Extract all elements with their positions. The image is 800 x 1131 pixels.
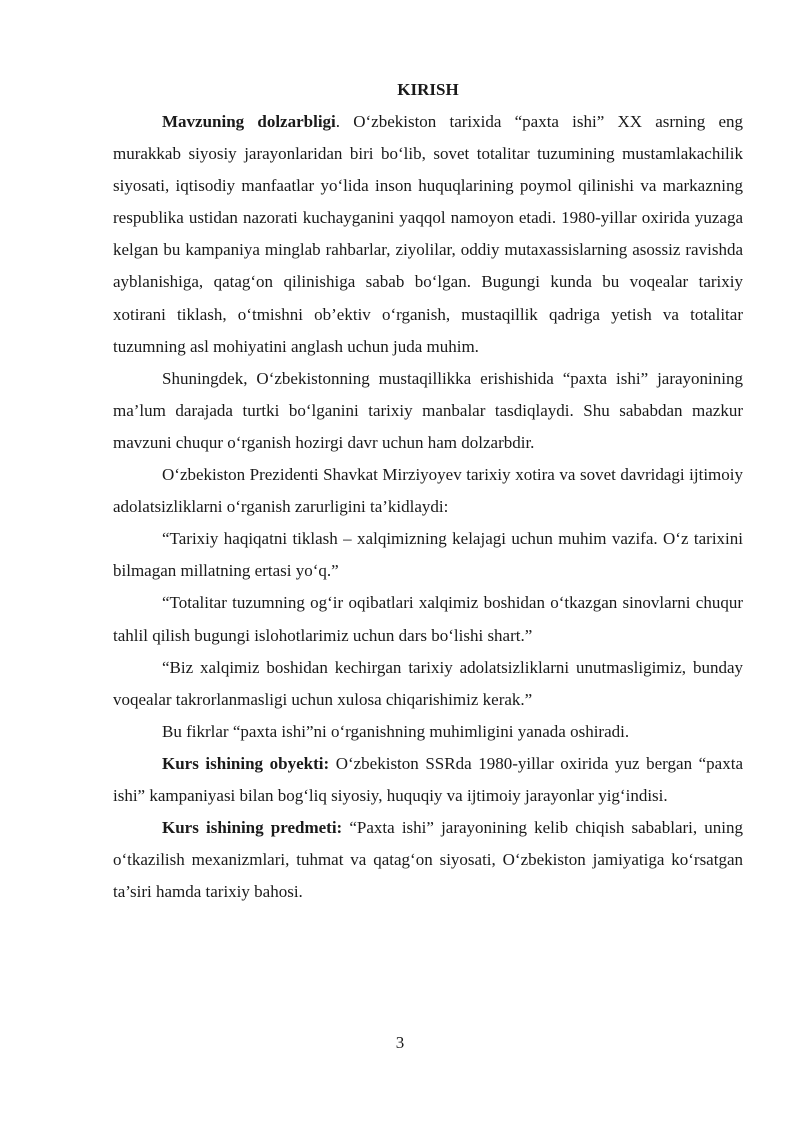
paragraph-text: Bu fikrlar “paxta ishi”ni o‘rganishning muhimligini yanada oshiradi. — [162, 721, 630, 741]
paragraph-relevance — [113, 106, 743, 363]
paragraph-text: O‘zbekiston Prezidenti Shavkat Mirziyoyev tarixiy xotira va sovet davridagi ijtimoiy adolatsizliklarni o‘rganish zarurligini ta’kidlaydi: — [113, 465, 743, 517]
page-content — [113, 74, 743, 908]
paragraph-subject — [113, 812, 743, 908]
paragraph-text: “Paxta ishi” jarayonining kelib chiqish sabablari, uning o‘tkazilish mexanizmlari, tuhmat va qatag‘on siyosati, O‘zbekiston jamiyatiga ko‘rsatgan ta’siri hamda tarixiy bahosi. — [113, 818, 743, 902]
paragraph-conclusion — [113, 716, 743, 748]
paragraph-independence — [113, 363, 743, 459]
paragraph-text: “Biz xalqimiz boshidan kechirgan tarixiy adolatsizliklarni unutmasligimiz, bunday voqealar takrorlanmasligi uchun xulosa chiqarishimiz kerak.” — [113, 657, 743, 709]
paragraph-lead: Kurs ishining predmeti: — [162, 818, 343, 838]
section-title: KIRISH — [397, 80, 459, 99]
page-number: 3 — [395, 1033, 405, 1052]
paragraph-text: “Tarixiy haqiqatni tiklash – xalqimizning kelajagi uchun muhim vazifa. O‘z tarixini bilmagan millatning ertasi yo‘q.” — [113, 529, 743, 581]
paragraph-lead: Kurs ishining obyekti: — [162, 753, 330, 773]
paragraph-text: O‘zbekiston SSRda 1980-yillar oxirida yuz bergan “paxta ishi” kampaniyasi bilan bog‘liq siyosiy, huquqiy va ijtimoiy jarayonlar yig‘indisi. — [113, 753, 743, 805]
paragraph-quote-2 — [113, 587, 743, 651]
paragraph-text: . O‘zbekiston tarixida “paxta ishi” XX asrning eng murakkab siyosiy jarayonlaridan biri bo‘lib, sovet totalitar tuzumining mustamlakachilik siyosati, iqtisodiy manfaatlar yo‘lida inson huquqlarining poymol qilinishi va markazning respublika ustidan nazorati kuchayganini yaqqol namoyon etadi. 1980-yillar oxirida yuzaga kelgan bu kampaniya minglab rahbarlar, ziyolilar, oddiy mutaxassislarning asossiz ravishda ayblanishiga, qatag‘on qilinishiga sabab bo‘lgan. Bugungi kunda bu voqealar tarixiy xotirani tiklash, o‘tmishni ob’ektiv o‘rganish, mustaqillik qadriga yetish va totalitar tuzumning asl mohiyatini anglash uchun juda muhim. — [113, 112, 743, 356]
paragraph-president — [113, 459, 743, 523]
paragraph-object — [113, 748, 743, 812]
paragraph-quote-3 — [113, 652, 743, 716]
paragraph-lead: Mavzuning dolzarbligi — [162, 112, 336, 131]
paragraph-text: Shuningdek, O‘zbekistonning mustaqillikka erishishida “paxta ishi” jarayonining ma’lum darajada turtki bo‘lganini tarixiy manbalar tasdiqlaydi. Shu sababdan mazkur mavzuni chuqur o‘rganish hozirgi davr uchun ham dolzarbdir. — [113, 368, 743, 452]
paragraph-text: “Totalitar tuzumning og‘ir oqibatlari xalqimiz boshidan o‘tkazgan sinovlarni chuqur tahlil qilish bugungi islohotlarimiz uchun dars bo‘lishi shart.” — [113, 593, 743, 645]
paragraph-quote-1 — [113, 523, 743, 587]
